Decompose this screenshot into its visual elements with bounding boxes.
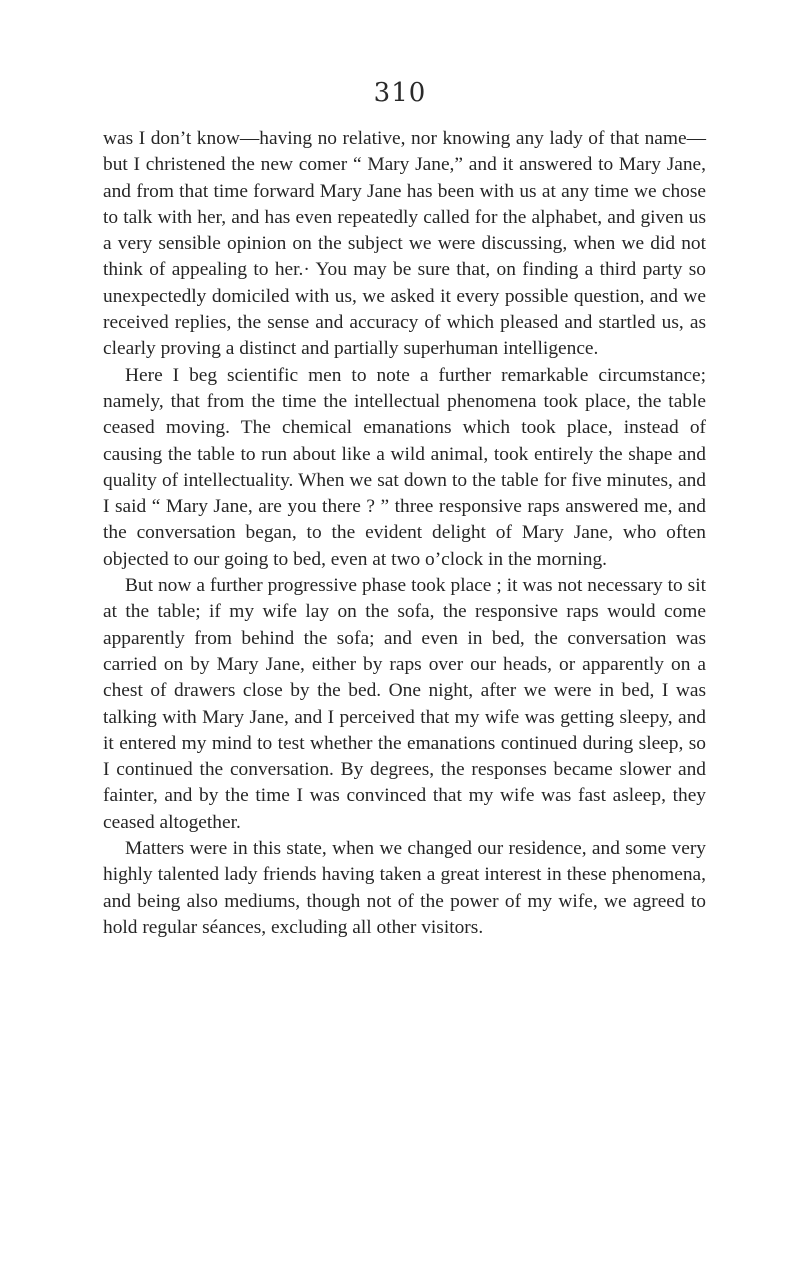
paragraph: was I don’t know—having no relative, nor knowing any lady of that name—but I christened the new comer “ Mary Jane,” and it answered to Mary Jane, and from that time forward Mary Jane has been with us at any time we chose to talk with her, and has even repeatedly called for the alphabet, and given us a very sensible opinion on the subject we were discussing, when we did not think of appealing to her.· You may be sure that, on finding a third party so unexpectedly domiciled with us, we asked it every possible question, and we received replies, the sense and accuracy of which pleased and startled us, as clearly proving a distinct and partially superhuman intelligence. (103, 128, 706, 360)
paragraph: Matters were in this state, when we changed our residence, and some very highly talented lady friends having taken a great interest in these phenomena, and being also mediums, though not of the power of my wife, we agreed to hold regular séances, excluding all other visitors. (103, 838, 706, 938)
paragraph: Here I beg scientific men to note a further remarkable circumstance; namely, that from the time the intellectual phenomena took place, the table ceased moving. The chemical emanations which took place, instead of causing the table to run about like a wild animal, took entirely the shape and quality of intellectuality. When we sat down to the table for five minutes, and I said “ Mary Jane, are you there ? ” three responsive raps answered me, and the conversation began, to the evident delight of Mary Jane, who often objected to our going to bed, even at two o’clock in the morning. (103, 364, 706, 570)
paragraph: But now a further progressive phase took place ; it was not necessary to sit at the table; if my wife lay on the sofa, the responsive raps would come apparently from behind the sofa; and even in bed, the conversation was carried on by Mary Jane, either by raps over our heads, or apparently on a chest of drawers close by the bed. One night, after we were in bed, I was talking with Mary Jane, and I perceived that my wife was getting sleepy, and it entered my mind to test whether the emanations continued during sleep, so I continued the conversation. By degrees, the responses became slower and fainter, and by the time I was convinced that my wife was fast asleep, they ceased altogether. (103, 575, 706, 833)
body-text (103, 126, 706, 941)
page-number: 310 (373, 78, 427, 108)
